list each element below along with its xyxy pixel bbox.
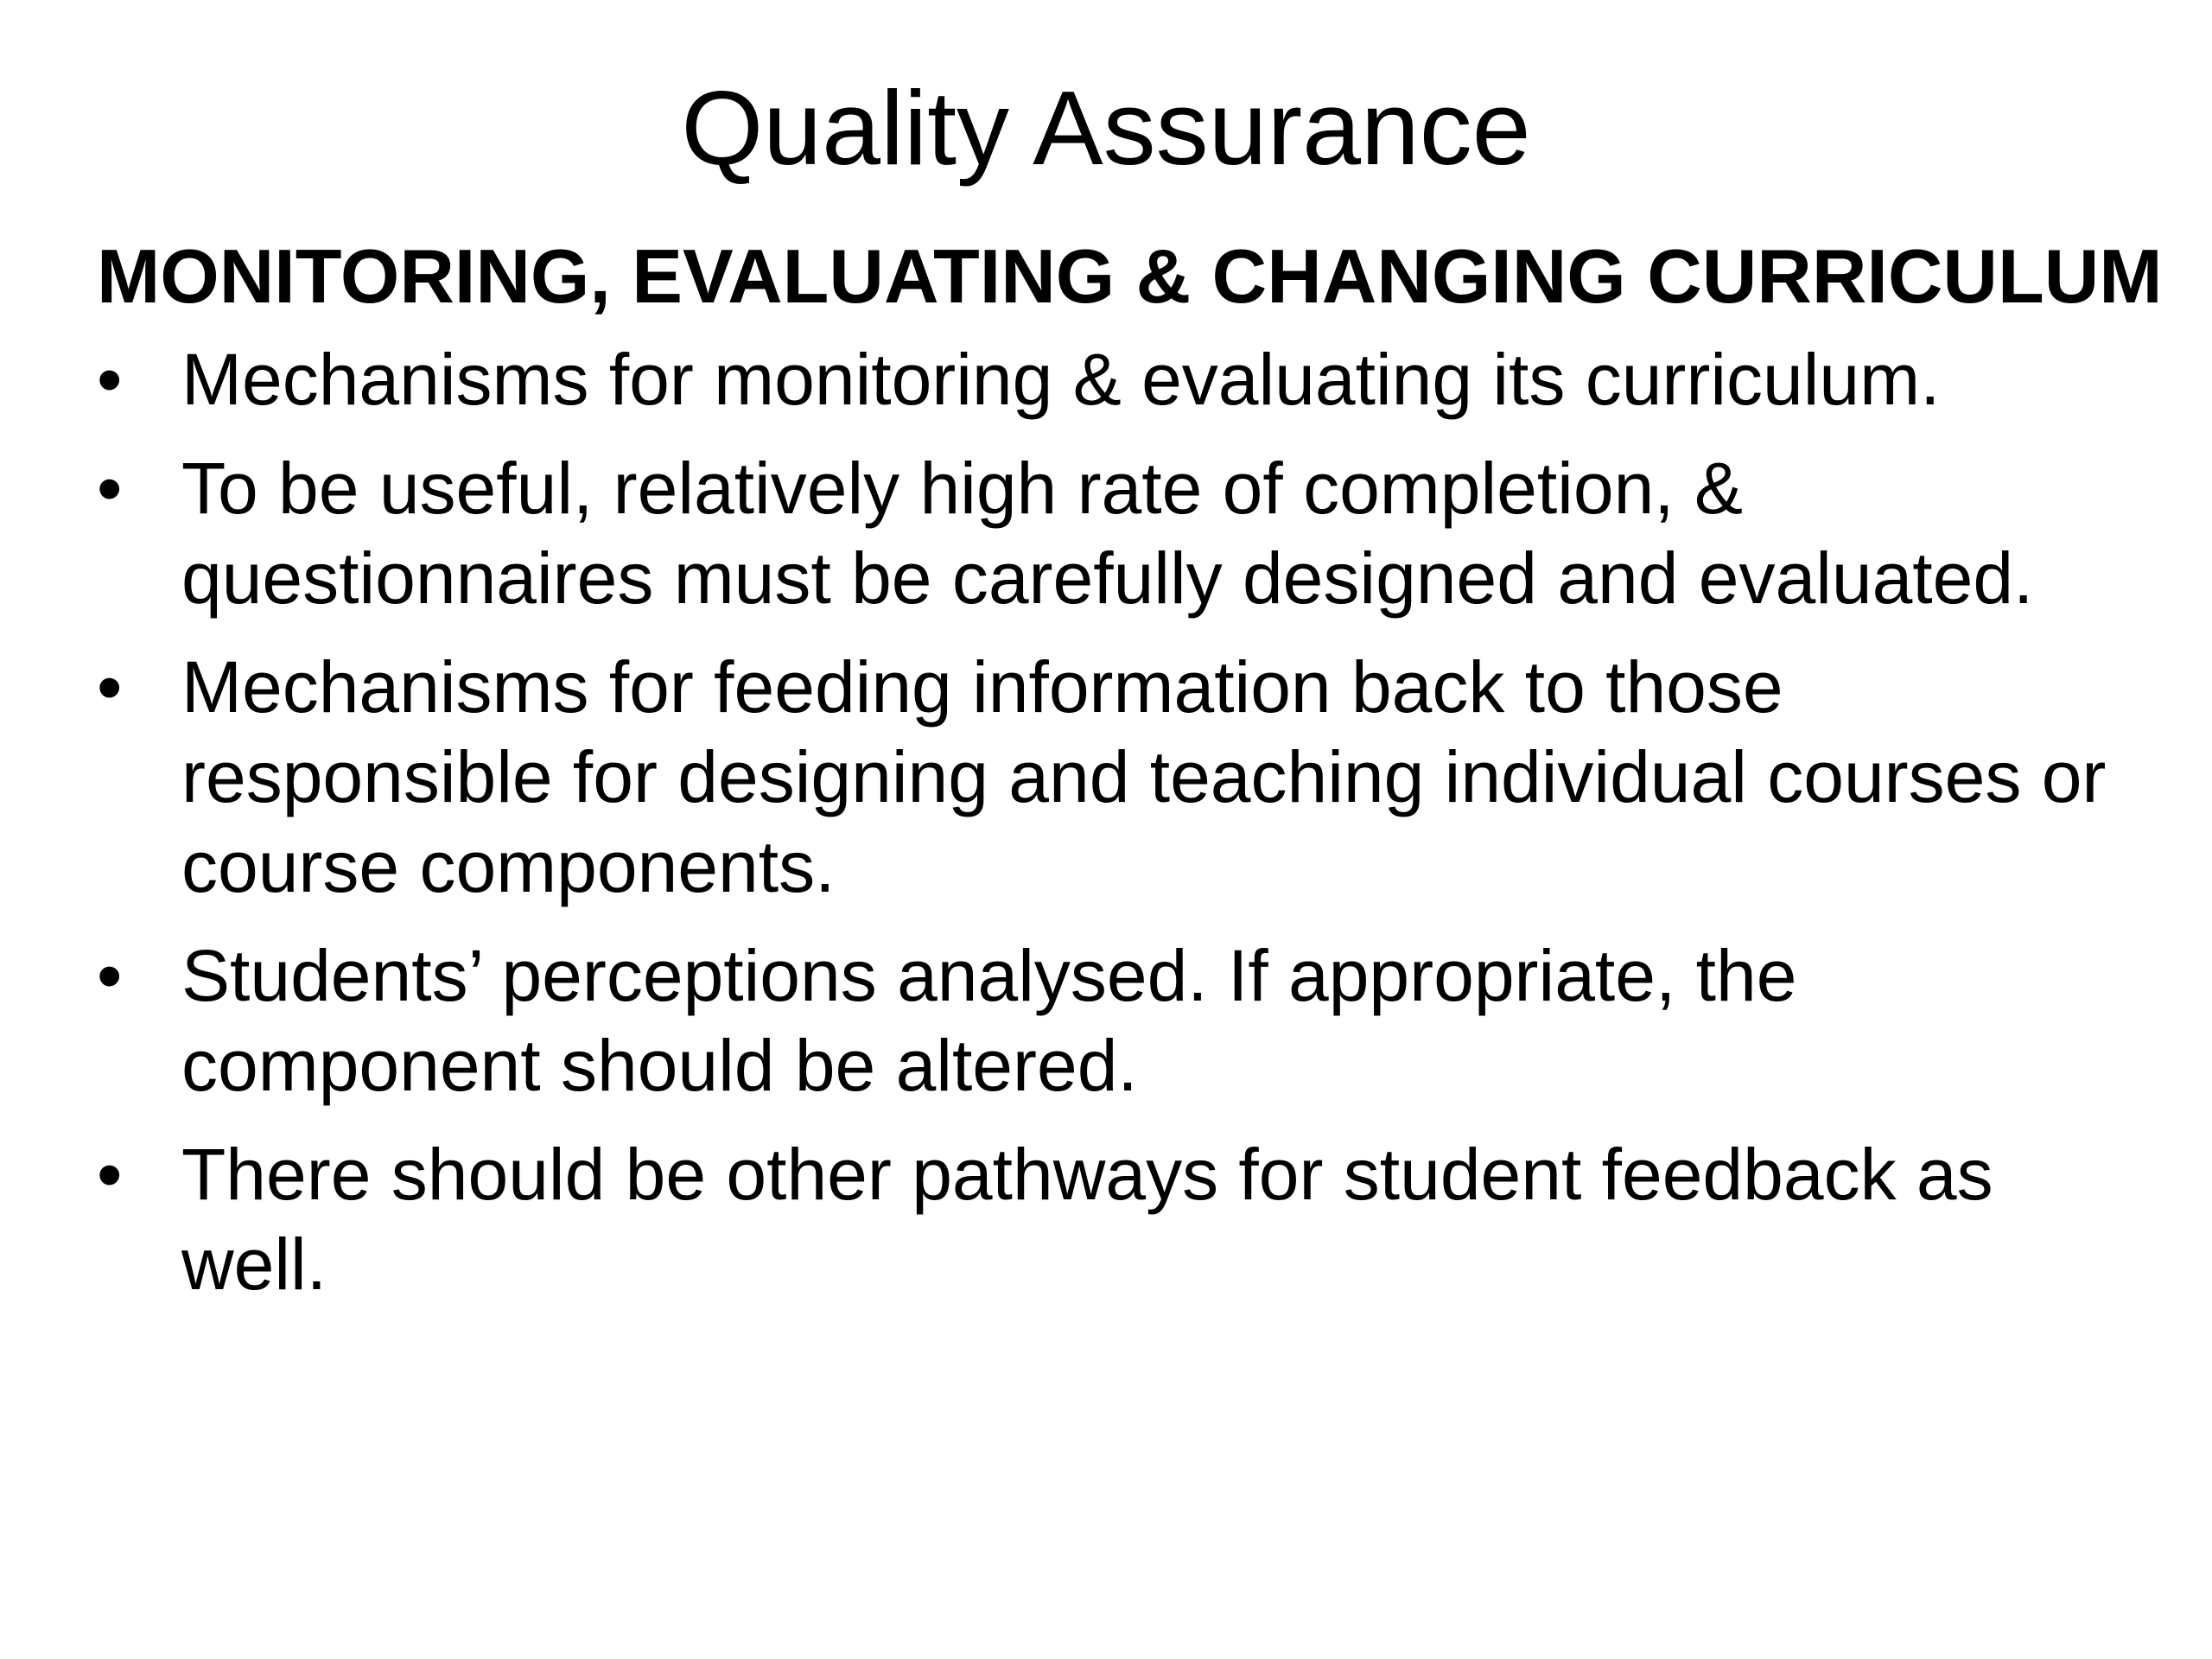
bullet-icon: • <box>97 935 123 1016</box>
bullet-text: Students’ perceptions analysed. If appropriate, the component should be altered. <box>181 935 1797 1106</box>
slide-body <box>97 226 2163 1328</box>
bullet-list <box>97 334 2153 1309</box>
bullet-icon: • <box>97 448 123 529</box>
bullet-item <box>97 334 2153 424</box>
bullet-icon: • <box>97 339 123 420</box>
bullet-text: Mechanisms for feeding information back to those responsible for designing and teaching individual courses or course components. <box>181 646 2107 907</box>
bullet-item <box>97 1129 2153 1309</box>
slide-title: Quality Assurance <box>681 69 1531 187</box>
bullet-item <box>97 642 2153 912</box>
bullet-icon: • <box>97 1134 123 1215</box>
section-heading: MONITORING, EVALUATING & CHANGING CURRICULUM <box>97 233 2163 319</box>
bullet-item <box>97 931 2153 1110</box>
bullet-text: To be useful, relatively high rate of completion, & questionnaires must be carefully designed and evaluated. <box>181 448 2034 619</box>
bullet-text: There should be other pathways for student feedback as well. <box>181 1134 1993 1305</box>
bullet-text: Mechanisms for monitoring & evaluating its curriculum. <box>181 339 1941 420</box>
bullet-item <box>97 443 2153 623</box>
bullet-icon: • <box>97 646 123 728</box>
